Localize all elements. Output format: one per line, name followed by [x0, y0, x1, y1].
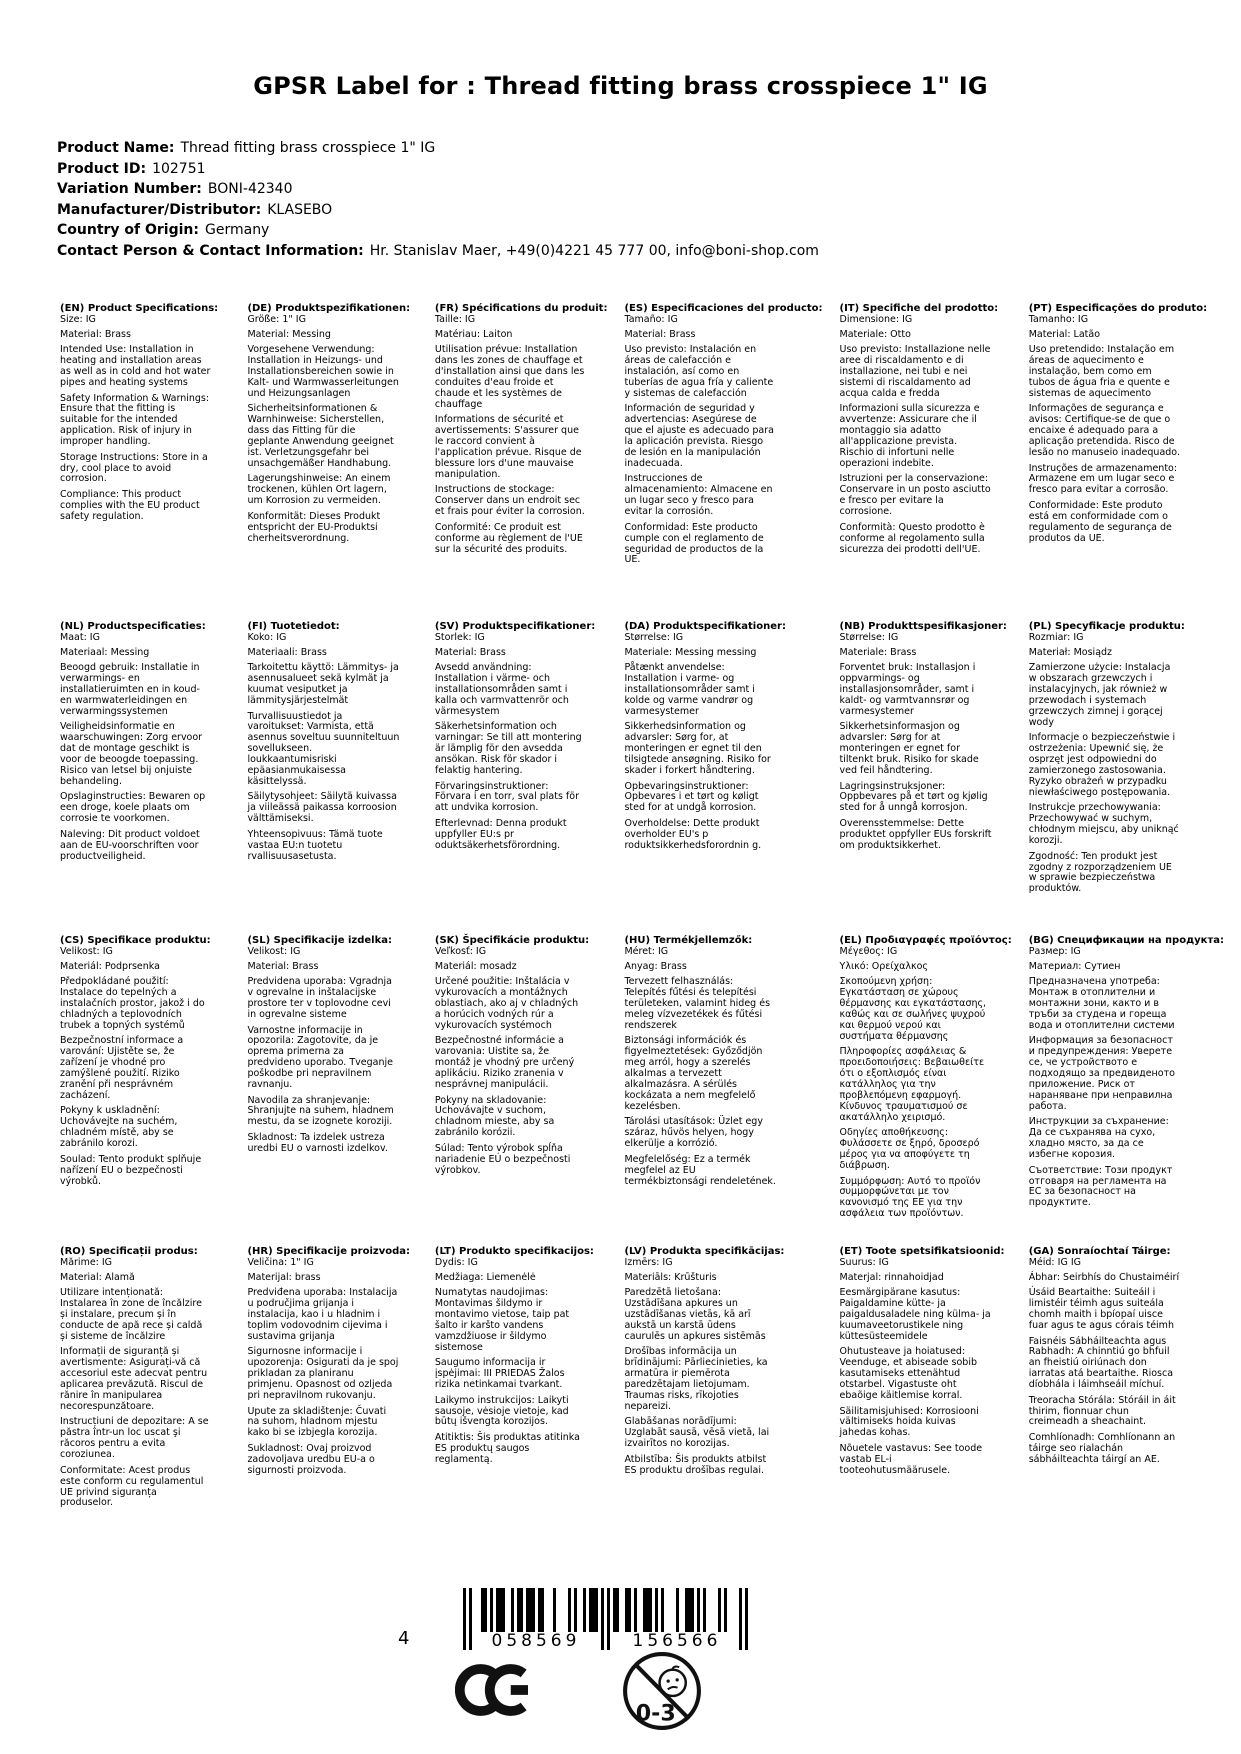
spec-paragraph: Veiligheidsinformatie en waarschuwingen: Zorg ervoor dat de montage geschikt is voor de beoogde toepassing. Risico van letsel bij onjuiste behandeling.	[60, 721, 203, 788]
spec-paragraph: Material: Brass	[60, 328, 131, 340]
spec-block-body	[1029, 1258, 1224, 1466]
spec-paragraph: Съответствие: Този продукт отговаря на регламента на ЕС за безопасност на продуктите.	[1028, 1164, 1173, 1209]
spec-block-body	[624, 633, 822, 852]
spec-paragraph: Bezpečnostné informácie a varovania: Uistite sa, že montáž je vhodný pre určený aplikáciu. Riziko zranenia v nesprávnej manipulácii.	[434, 1035, 575, 1091]
spec-paragraph: Drošības informācija un brīdinājumi: Pārliecinieties, ka armatūra ir piemērota paredzētajam lietojumam. Traumas risks, rīkojoties nepareizi.	[624, 1346, 768, 1413]
spec-paragraph: Информация за безопасност и предупреждения: Уверете се, че устройството е подходящо за предвиденото приложение. Риск от нараняване при неправилна работа.	[1028, 1035, 1175, 1112]
spec-block-fr	[435, 303, 608, 560]
spec-paragraph: Μέγεθος: IG	[839, 945, 898, 957]
spec-paragraph: Uso previsto: Installazione nelle aree di riscaldamento e di installazione, nei tubi e nei sistemi di riscaldamento ad acqua calda e fredda	[839, 344, 991, 400]
spec-paragraph: Lagerungshinweise: An einem trockenen, kühlen Ort lagern, um Korrosion zu vermeiden.	[247, 473, 391, 507]
spec-paragraph: Conformità: Questo prodotto è conforme al regolamento sulla sicurezza dei prodotti dell'UE.	[839, 521, 985, 555]
spec-paragraph: Dydis: IG	[434, 1256, 478, 1268]
spec-paragraph: Materiał: Mosiądz	[1028, 646, 1113, 658]
spec-paragraph: Numatytas naudojimas: Montavimas šildymo ir montavimo vietose, taip pat šalto ir karšto vandens vamzdžiuose ir šildymo sistemose	[434, 1287, 570, 1353]
spec-block-nb	[840, 621, 1012, 856]
product-info-row	[57, 179, 819, 200]
spec-paragraph: Varnostne informacije in opozorila: Zagotovite, da je oprema primerna za predvideno uporabo. Tveganje poškodbe pri nepravilnem ravnanju.	[247, 1024, 393, 1091]
spec-block-body	[840, 633, 1012, 852]
spec-paragraph: Tamaño: IG	[624, 313, 678, 325]
spec-block-body	[624, 1258, 822, 1477]
spec-paragraph: Beoogd gebruik: Installatie in verwarmings- en installatieruimten en in koud- en warmwaterleidingen en verwarmingssystemen	[60, 662, 200, 718]
spec-block-title: (SL) Specifikacije izdelka:	[247, 935, 393, 946]
spec-paragraph: Predvidena uporaba: Vgradnja v ogrevalne in inštalacijske prostore ter v toplovodne cevi in ogrevalne sisteme	[247, 976, 393, 1021]
spec-paragraph: Säilytysohjeet: Säilytä kuivassa ja viileässä paikassa korroosion välttämiseksi.	[247, 791, 397, 825]
spec-paragraph: Bezpečnostní informace a varování: Ujistěte se, že zařízení je vhodné pro zamýšlené použití. Riziko zranění při nesprávném zacházení.	[60, 1035, 184, 1102]
spec-paragraph: Eesmärgipärane kasutus: Paigaldamine kütte- ja paigaldusaladele ning külma- ja kuumaveetorustikele ning küttesüsteemidele	[839, 1287, 991, 1343]
product-info-value: KLASEBO	[267, 201, 333, 218]
spec-block-body	[840, 947, 1012, 1221]
spec-paragraph: Méret: IG	[624, 945, 669, 957]
spec-block-body	[435, 633, 608, 852]
spec-paragraph: Skladnost: Ta izdelek ustreza uredbi EU o varnosti izdelkov.	[247, 1131, 388, 1154]
spec-paragraph: Atbilstība: Šis produkts atbilst ES produktu drošības regulai.	[624, 1453, 767, 1476]
spec-paragraph: Ábhar: Seirbhís do Chustaiméirí	[1028, 1271, 1180, 1283]
spec-paragraph: Opslaginstructies: Bewaren op een droge, koele plaats om corrosie te voorkomen.	[60, 791, 206, 825]
spec-block-title: (PL) Specyfikacje produktu:	[1028, 621, 1185, 632]
spec-block-pt	[1029, 303, 1224, 549]
spec-paragraph: Předpokládané použití: Instalace do tepelných a instalačních prostor, jakož i do chladných a teplovodních trubek a topných systémů	[60, 976, 205, 1032]
spec-block-pl	[1029, 621, 1224, 900]
spec-paragraph: Compliance: This product complies with the EU product safety regulation.	[60, 488, 200, 522]
spec-paragraph: Instruções de armazenamento: Armazene em um lugar seco e fresco para evitar a corrosão.	[1028, 462, 1178, 496]
spec-paragraph: Veľkosť: IG	[434, 945, 487, 957]
spec-block-body	[1029, 633, 1224, 896]
spec-block-title: (NL) Productspecificaties:	[60, 621, 206, 632]
spec-block-sl	[247, 935, 417, 1159]
spec-paragraph: Nõuetele vastavus: See toode vastab EL-i tooteohutusmäärusele.	[839, 1442, 983, 1476]
spec-block-et	[840, 1246, 1012, 1481]
spec-block-body	[60, 633, 230, 863]
spec-block-body	[1029, 315, 1224, 545]
spec-paragraph: Medžiaga: Liemenėlė	[434, 1271, 536, 1283]
spec-block-fi	[247, 621, 417, 867]
spec-paragraph: Informacje o bezpieczeństwie i ostrzeżenia: Upewnić się, że osprzęt jest odpowiedni do zamierzonego zastosowania. Ryzyko obrażeń w przypadku niewłaściwego postępowania.	[1028, 732, 1176, 798]
spec-paragraph: Säkerhetsinformation och varningar: Se till att montering är lämplig för den avsedda ansökan. Risk för skador i felaktig hantering.	[434, 721, 582, 777]
spec-paragraph: Soulad: Tento produkt splňuje nařízení EU o bezpečnosti výrobků.	[60, 1153, 202, 1187]
spec-block-body	[1029, 947, 1224, 1210]
spec-block-body	[435, 1258, 608, 1466]
spec-paragraph: Σκοπούμενη χρήση: Εγκατάσταση σε χώρους θέρμανσης και εγκατάστασης, καθώς και σε σωλήνες ψυχρού και θερμού νερού και συστήματα θέρμανσης	[839, 976, 987, 1042]
spec-block-cs	[60, 935, 230, 1192]
spec-paragraph: Saugumo informacija ir įspėjimai: III PRIEDAS Žalos rizika netinkamai tvarkant.	[434, 1357, 565, 1391]
spec-paragraph: Overholdelse: Dette produkt overholder EU's p roduktsikkerhedsforordnin g.	[624, 817, 762, 851]
spec-paragraph: Treoracha Stórála: Stóráil in áit thirim, fionnuar chun creimeadh a sheachaint.	[1028, 1394, 1176, 1428]
spec-block-title: (NB) Produkttspesifikasjoner:	[839, 621, 1007, 632]
spec-paragraph: Οδηγίες αποθήκευσης: Φυλάσσετε σε ξηρό, δροσερό μέρος για να αποφύγετε τη διάβρωση.	[839, 1127, 980, 1172]
spec-block-body	[840, 315, 1012, 556]
spec-paragraph: Ohutusteave ja hoiatused: Veenduge, et abiseade sobib kasutamiseks ettenähtud otstarbel. Vigastuste oht ebaõige käitlemise korral.	[839, 1346, 978, 1402]
spec-paragraph: Informações de segurança e avisos: Certifique-se de que o encaixe é adequado para a aplicação pretendida. Risco de lesão no manuseio inadequado.	[1028, 403, 1180, 459]
spec-paragraph: Taille: IG	[434, 313, 476, 325]
spec-block-sk	[435, 935, 608, 1181]
spec-block-body	[247, 633, 417, 863]
spec-paragraph: Instructions de stockage: Conserver dans un endroit sec et frais pour éviter la corrosion.	[434, 484, 585, 518]
product-info-label: Manufacturer/Distributor:	[57, 201, 262, 218]
spec-block-title: (PT) Especificações do produto:	[1028, 303, 1208, 314]
product-info-value: Thread fitting brass crosspiece 1" IG	[180, 140, 436, 156]
product-info-label: Contact Person & Contact Information:	[57, 242, 364, 259]
spec-paragraph: Comhlíonadh: Comhlíonann an táirge seo rialachán sábháilteachta táirgí an AE.	[1028, 1431, 1176, 1465]
spec-paragraph: Tervezett felhasználás: Telepítés fűtési és telepítési területeken, valamint hideg és meleg vízvezetékek és fűtési rendszerek	[624, 976, 771, 1032]
barcode-bar	[745, 1588, 748, 1650]
spec-paragraph: Biztonsági információk és figyelmeztetések: Győződjön meg arról, hogy a szerelés alkalmas a tervezett alkalmazásra. A sérülés kockázata a nem megfelelő kezelésben.	[624, 1035, 763, 1112]
product-info-row	[57, 220, 819, 241]
spec-paragraph: Materiaali: Brass	[247, 646, 327, 658]
product-info-label: Product Name:	[57, 140, 175, 156]
spec-paragraph: Mărime: IG	[60, 1256, 113, 1268]
spec-block-title: (CS) Specifikace produktu:	[60, 935, 211, 946]
spec-paragraph: Предназначена употреба: Монтаж в отоплителни и монтажни зони, както и в тръби за студена и гореща вода и отоплителни системи	[1028, 976, 1175, 1032]
spec-block-body	[60, 947, 230, 1188]
spec-block-title: (FI) Tuotetiedot:	[247, 621, 340, 632]
spec-paragraph: Información de seguridad y advertencias: Asegúrese de que el ajuste es adecuado para la aplicación prevista. Riesgo de lesión en la manipulación inadecuada.	[624, 403, 774, 470]
spec-paragraph: Größe: 1" IG	[247, 313, 306, 325]
product-info-value: Hr. Stanislav Maer, +49(0)4221 45 777 00, info@boni-shop.com	[369, 242, 819, 259]
spec-block-sv	[435, 621, 608, 856]
spec-paragraph: Материал: Сутиен	[1028, 960, 1121, 972]
spec-paragraph: Úsáid Beartaithe: Suiteáil i limistéir téimh agus suiteála chomh maith i bpíopaí uisce fuar agus te agus córais téimh	[1028, 1287, 1174, 1332]
product-info-label: Variation Number:	[57, 181, 202, 197]
spec-paragraph: Opbevaringsinstruktioner: Opbevares i et tørt og køligt sted for at undgå korrosion.	[624, 780, 759, 814]
spec-paragraph: Utilisation prévue: Installation dans les zones de chauffage et d'installation ainsi que dans les conduites d'eau froide et chaude et les systèmes de chauffage	[434, 344, 585, 410]
spec-paragraph: Overensstemmelse: Dette produktet oppfyller EUs forskrift om produktsikkerhet.	[839, 817, 992, 851]
spec-block-title: (LV) Produkta specifikācijas:	[624, 1246, 785, 1257]
product-info-value: Germany	[205, 222, 270, 238]
spec-block-title: (EN) Product Specifications:	[60, 303, 219, 314]
spec-paragraph: Anyag: Brass	[624, 960, 687, 972]
spec-paragraph: Rozmiar: IG	[1028, 631, 1084, 643]
spec-block-title: (ET) Toote spetsifikatsioonid:	[839, 1246, 1005, 1257]
spec-block-ro	[60, 1246, 230, 1514]
spec-paragraph: Materijal: brass	[247, 1271, 321, 1283]
spec-block-lv	[624, 1246, 822, 1481]
spec-block-body	[247, 947, 417, 1155]
spec-paragraph: Avsedd användning: Installation i värme- och installationsområden samt i kalla och varmvattenrör och värmesystem	[434, 662, 569, 718]
spec-paragraph: Informations de sécurité et avertissements: S'assurer que le raccord convient à l'application prévue. Risque de blessure lors d'une mauvaise manipulation.	[434, 414, 582, 480]
spec-paragraph: Инструкции за съхранение: Да се съхранява на сухо, хладно място, за да се избегне корозия.	[1028, 1116, 1169, 1161]
spec-block-title: (GA) Sonraíochtaí Táirge:	[1028, 1246, 1171, 1257]
spec-paragraph: Súlad: Tento výrobok spĺňa nariadenie EÚ o bezpečnosti výrobkov.	[434, 1142, 571, 1176]
spec-paragraph: Koko: IG	[247, 631, 287, 643]
spec-paragraph: Dimensione: IG	[839, 313, 913, 325]
spec-block-title: (ES) Especificaciones del producto:	[624, 303, 823, 314]
ce-mark-icon	[455, 1660, 535, 1724]
spec-paragraph: Conformitate: Acest produs este conform cu regulamentul UE privind siguranța produselor.	[60, 1464, 204, 1509]
spec-block-title: (DE) Produktspezifikationen:	[247, 303, 411, 314]
spec-paragraph: Veličina: 1" IG	[247, 1256, 314, 1268]
spec-paragraph: Yhteensopivuus: Tämä tuote vastaa EU:n tuotetu rvallisuusasetusta.	[247, 828, 383, 862]
spec-paragraph: Sigurnosne informacije i upozorenja: Osigurati da je spoj prikladan za planiranu primjenu. Opasnost od ozljeda pri nepravilnom rukovanju.	[247, 1346, 399, 1402]
product-info-label: Country of Origin:	[57, 222, 199, 238]
spec-block-da	[624, 621, 822, 856]
spec-paragraph: Intended Use: Installation in heating and installation areas as well as in cold and hot water pipes and heating systems	[60, 344, 211, 389]
product-info-row	[57, 200, 819, 221]
spec-paragraph: Materiale: Brass	[839, 646, 917, 658]
spec-paragraph: Matériau: Laiton	[434, 328, 513, 340]
spec-paragraph: Tarkoitettu käyttö: Lämmitys- ja asennusalueet sekä kylmät ja kuumat vesiputket ja lämmitysjärjestelmät	[247, 662, 399, 707]
spec-paragraph: Størrelse: IG	[839, 631, 899, 643]
spec-block-lt	[435, 1246, 608, 1470]
spec-paragraph: Uso previsto: Instalación en áreas de calefacción e instalación, así como en tuberías de agua fría y caliente y sistemas de calefacción	[624, 344, 774, 400]
spec-paragraph: Forventet bruk: Installasjon i oppvarmings- og installasjonsområder, samt i kaldt- og varmtvannsrør og varmesystemer	[839, 662, 976, 718]
spec-paragraph: Utilizare intenționată: Instalarea în zone de încălzire și instalare, precum și în conducte de apă rece și caldă și sisteme de încălzire	[60, 1287, 203, 1343]
spec-paragraph: Conformidad: Este producto cumple con el reglamento de seguridad de productos de la UE.	[624, 521, 764, 566]
ean13-barcode	[398, 1588, 758, 1654]
product-info-label: Product ID:	[57, 160, 147, 177]
spec-paragraph: Velikost: IG	[60, 945, 113, 957]
spec-paragraph: Instrucțiuni de depozitare: A se păstra într-un loc uscat şi răcoros pentru a evita coroziunea.	[60, 1416, 209, 1461]
spec-paragraph: Paredzētā lietošana: Uzstādīšana apkures un uzstādīšanas vietās, kā arī aukstā un karstā ūdens caurulēs un apkures sistēmās	[624, 1287, 766, 1343]
spec-paragraph: Suurus: IG	[839, 1256, 889, 1268]
spec-paragraph: Velikost: IG	[247, 945, 301, 957]
spec-paragraph: Atitiktis: Šis produktas atitinka ES produktų saugos reglamentą.	[434, 1431, 580, 1465]
spec-paragraph: Istruzioni per la conservazione: Conservare in un posto asciutto e fresco per evitare la corrosione.	[839, 473, 991, 518]
spec-paragraph: Turvallisuustiedot ja varoitukset: Varmista, että asennus soveltuu suunniteltuun sovellukseen. loukkaantumisriski epäasianmukaisessa käsittelyssä.	[247, 710, 400, 788]
spec-paragraph: Säilitamisjuhised: Korrosiooni vältimiseks hoida kuivas jahedas kohas.	[839, 1405, 979, 1439]
age-warning-0-3-icon	[621, 1650, 703, 1736]
spec-paragraph: Predviđena uporaba: Instalacija u područjima grijanja i instalacija, kao i u hladnim i toplim vodovodnim cijevima i sustavima grijanja	[247, 1287, 398, 1343]
spec-paragraph: Materiál: mosadz	[434, 960, 517, 972]
spec-block-body	[247, 315, 417, 545]
spec-paragraph: Materiale: Otto	[839, 328, 911, 340]
spec-block-hr	[247, 1246, 417, 1481]
spec-paragraph: Conformidade: Este produto está em conformidade com o regulamento de segurança de produtos da UE.	[1028, 499, 1172, 544]
spec-paragraph: Συμμόρφωση: Αυτό το προϊόν συμμορφώνεται με τον κανονισμό της ΕΕ για την ασφάλεια των προϊόντων.	[839, 1175, 981, 1220]
spec-paragraph: Navodila za shranjevanje: Shranjujte na suhem, hladnem mestu, da se izognete koroziji.	[247, 1094, 394, 1128]
spec-paragraph: Υλικό: Ορείχαλκος	[839, 960, 929, 972]
spec-paragraph: Размер: IG	[1028, 945, 1081, 957]
spec-paragraph: Materiale: Messing messing	[624, 646, 757, 658]
spec-block-title: (SK) Špecifikácie produktu:	[434, 935, 590, 946]
spec-block-body	[435, 947, 608, 1177]
spec-block-body	[435, 315, 608, 556]
product-info-value: 102751	[152, 160, 206, 177]
spec-block-nl	[60, 621, 230, 867]
spec-block-body	[60, 315, 230, 523]
spec-block-title: (RO) Specificații produs:	[60, 1246, 198, 1257]
spec-block-it	[840, 303, 1012, 560]
spec-paragraph: Materiaal: Messing	[60, 646, 150, 658]
spec-paragraph: Maat: IG	[60, 631, 100, 643]
spec-paragraph: Glabāšanas norādījumi: Uzglabāt sausā, vēsā vietā, lai izvairītos no korozijas.	[624, 1416, 770, 1450]
spec-block-title: (BG) Спецификации на продукта:	[1028, 935, 1224, 946]
spec-paragraph: Laikymo instrukcijos: Laikyti sausoje, vėsioje vietoje, kad būtų išvengta korozijos.	[434, 1394, 569, 1428]
spec-block-body	[624, 947, 822, 1188]
spec-paragraph: Material: Alamă	[60, 1271, 135, 1283]
spec-paragraph: Tárolási utasítások: Üzlet egy száraz, hűvös helyen, hogy elkerülje a korrózió.	[624, 1116, 763, 1150]
product-info-block	[57, 138, 819, 261]
spec-paragraph: Zamierzone użycie: Instalacja w obszarach grzewczych i instalacyjnych, jak również w przewodach i systemach grzewczych zimnej i gorącej wody	[1028, 662, 1171, 728]
spec-paragraph: Instrucciones de almacenamiento: Almacene en un lugar seco y fresco para evitar la corrosión.	[624, 473, 773, 518]
spec-paragraph: Informații de siguranță și avertismente: Asigurați-vă că accesoriul este adecvat pentru aplicarea prevăzută. Riscul de rănire în manipularea necorespunzătoare.	[60, 1346, 208, 1413]
spec-block-es	[624, 303, 822, 571]
spec-paragraph: Påtænkt anvendelse: Installation i varme- og installationsområder samt i kolde og varme vandrør og varmesystemer	[624, 662, 755, 718]
spec-paragraph: Material: Latão	[1028, 328, 1101, 340]
spec-paragraph: Uso pretendido: Instalação em áreas de aquecimento e instalação, bem como em tubos de água fria e quente e sistemas de aquecimento	[1028, 344, 1175, 400]
spec-block-title: (IT) Specifiche del prodotto:	[839, 303, 999, 314]
spec-block-body	[624, 315, 822, 567]
barcode-left-digit: 4	[398, 1628, 410, 1649]
spec-paragraph: Storage Instructions: Store in a dry, cool place to avoid corrosion.	[60, 451, 208, 485]
spec-block-el	[840, 935, 1012, 1225]
spec-paragraph: Sikkerhetsinformasjon og advarsler: Sørg for at monteringen er egnet for tiltenkt bruk. Risiko for skade ved feil håndtering.	[839, 721, 979, 777]
spec-paragraph: Izmērs: IG	[624, 1256, 673, 1268]
spec-paragraph: Konformität: Dieses Produkt entspricht der EU-Produktsi cherheitsverordnung.	[247, 510, 381, 544]
spec-block-body	[60, 1258, 230, 1510]
spec-paragraph: Vorgesehene Verwendung: Installation in Heizungs- und Installationsbereichen sowie in Kalt- und Warmwasserleitungen und Heizungsanlagen	[247, 344, 399, 400]
spec-block-bg	[1029, 935, 1224, 1214]
product-info-row	[57, 138, 819, 159]
spec-block-body	[247, 1258, 417, 1477]
spec-paragraph: Zgodność: Ten produkt jest zgodny z rozporządzeniem UE w sprawie bezpieczeństwa produktów.	[1028, 850, 1172, 895]
spec-paragraph: Pokyny na skladovanie: Uchovávajte v suchom, chladnom mieste, aby sa zabránilo korózii.	[434, 1094, 555, 1139]
spec-paragraph: Materiāls: Krūšturis	[624, 1271, 717, 1283]
spec-paragraph: Material: Messing	[247, 328, 331, 340]
spec-paragraph: Πληροφορίες ασφάλειας & προειδοποιήσεις: Βεβαιωθείτε ότι ο εξοπλισμός είναι κατάλληλος για την προβλεπόμενη εφαρμογή. Κίνδυνος τραυματισμού σε ακατάλληλο χειρισμό.	[839, 1046, 985, 1123]
spec-paragraph: Upute za skladištenje: Čuvati na suhom, hladnom mjestu kako bi se izbjegla korozija.	[247, 1405, 387, 1439]
spec-paragraph: Informazioni sulla sicurezza e avvertenze: Assicurare che il montaggio sia adatto all'applicazione prevista. Rischio di infortuni nelle operazioni indebite.	[839, 403, 980, 470]
spec-block-en	[60, 303, 230, 527]
spec-paragraph: Megfelelőség: Ez a termék megfelel az EU termékbiztonsági rendeletének.	[624, 1153, 776, 1187]
spec-paragraph: Material: Brass	[247, 960, 319, 972]
spec-paragraph: Méid: IG IG	[1028, 1256, 1081, 1268]
spec-paragraph: Material: Brass	[624, 328, 696, 340]
spec-paragraph: Efterlevnad: Denna produkt uppfyller EU:s pr oduktsäkerhetsförordning.	[434, 817, 567, 851]
barcode-digits-left: 058569	[491, 1631, 581, 1651]
spec-paragraph: Conformité: Ce produit est conforme au règlement de l'UE sur la sécurité des produits.	[434, 521, 583, 555]
spec-paragraph: Safety Information & Warnings: Ensure that the fitting is suitable for the intended application. Risk of injury in improper handling.	[60, 392, 210, 448]
language-specs-grid	[60, 303, 1224, 1514]
spec-block-hu	[624, 935, 822, 1192]
product-info-value: BONI-42340	[207, 181, 293, 197]
spec-paragraph: Storlek: IG	[434, 631, 485, 643]
spec-paragraph: Størrelse: IG	[624, 631, 684, 643]
spec-paragraph: Sikkerhedsinformation og advarsler: Sørg for, at monteringen er egnet til den tilsigtede ansøgning. Risiko for skader i forkert håndtering.	[624, 721, 771, 777]
spec-paragraph: Určené použitie: Inštalácia v vykurovacích a montážnych oblastiach, ako aj v chladných a horúcich vodných rúr a vykurovacích systémoch	[434, 976, 579, 1032]
spec-paragraph: Naleving: Dit product voldoet aan de EU-voorschriften voor productveiligheid.	[60, 828, 200, 862]
spec-paragraph: Förvaringsinstruktioner: Förvara i en torr, sval plats för att undvika korrosion.	[434, 780, 579, 814]
spec-paragraph: Lagringsinstruksjoner: Oppbevares på et tørt og kjølig sted for å unngå korrosjon.	[839, 780, 988, 814]
product-info-row	[57, 159, 819, 180]
spec-block-ga	[1029, 1246, 1224, 1470]
spec-paragraph: Sukladnost: Ovaj proizvod zadovoljava uredbu EU-a o sigurnosti proizvoda.	[247, 1442, 375, 1476]
spec-block-body	[840, 1258, 1012, 1477]
spec-paragraph: Tamanho: IG	[1028, 313, 1089, 325]
spec-paragraph: Material: Brass	[434, 646, 506, 658]
barcode-digits-right: 156566	[632, 1631, 722, 1651]
spec-block-de	[247, 303, 417, 549]
page-title: GPSR Label for : Thread fitting brass crosspiece 1" IG	[253, 72, 988, 100]
spec-paragraph: Materiál: Podprsenka	[60, 960, 160, 972]
age-warning-text: 0-3	[635, 1700, 676, 1727]
spec-paragraph: Sicherheitsinformationen & Warnhinweise: Sicherstellen, dass das Fitting für die geplante Anwendung geeignet ist. Verletzungsgefahr bei unsachgemäßer Handhabung.	[247, 403, 394, 470]
product-info-row	[57, 241, 819, 262]
spec-paragraph: Size: IG	[60, 313, 96, 325]
spec-block-title: (LT) Produkto specifikacijos:	[434, 1246, 594, 1257]
spec-paragraph: Materjal: rinnahoidjad	[839, 1271, 944, 1283]
spec-paragraph: Faisnéis Sábháilteachta agus Rabhadh: A chinntiú go bhfuil an fheistiú oiriúnach don iarratas atá beartaithe. Riosca díobhála i láimhseáil míchuí.	[1028, 1335, 1174, 1391]
spec-block-title: (HU) Termékjellemzők:	[624, 935, 753, 946]
spec-block-title: (HR) Specifikacije proizvoda:	[247, 1246, 410, 1257]
spec-block-title: (DA) Produktspecifikationer:	[624, 621, 786, 632]
spec-paragraph: Instrukcje przechowywania: Przechowywać w suchym, chłodnym miejscu, aby uniknąć korozji.	[1028, 802, 1179, 847]
spec-block-title: (SV) Produktspecifikationer:	[434, 621, 596, 632]
spec-block-title: (EL) Προδιαγραφές προϊόντος:	[839, 935, 1012, 946]
spec-block-title: (FR) Spécifications du produit:	[434, 303, 608, 314]
spec-paragraph: Pokyny k uskladnění: Uchovávejte na suchém, chladném místě, aby se zabránilo korozi.	[60, 1105, 178, 1150]
